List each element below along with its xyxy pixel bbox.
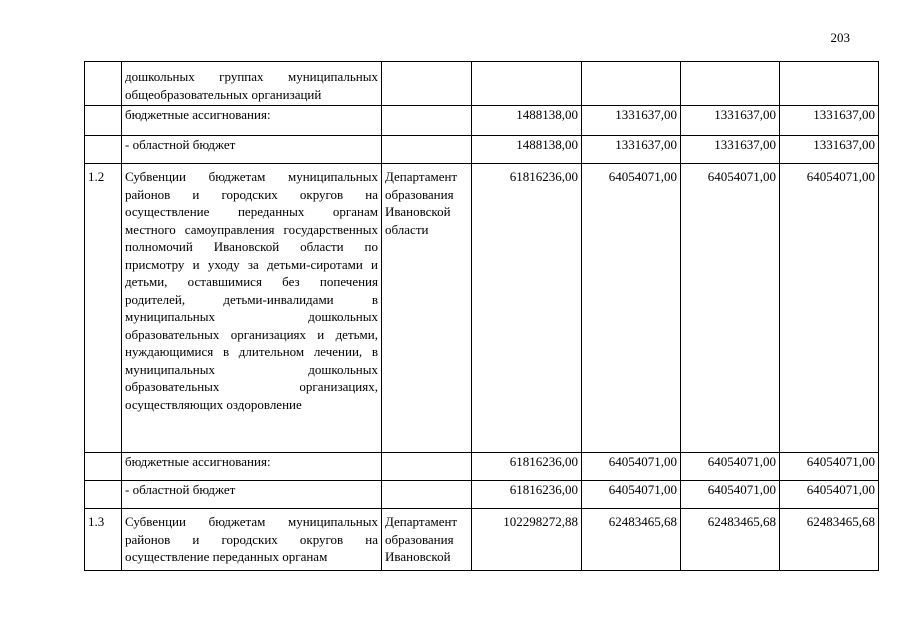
row-value-2: 1331637,00 bbox=[582, 106, 681, 136]
table-row bbox=[85, 136, 879, 164]
row-value-1: 61816236,00 bbox=[472, 481, 582, 509]
table-row bbox=[85, 106, 879, 136]
row-value-3: 64054071,00 bbox=[681, 453, 780, 481]
row-value-2: 1331637,00 bbox=[582, 136, 681, 164]
row-description: бюджетные ассигнования: bbox=[122, 453, 382, 481]
row-department bbox=[382, 481, 472, 509]
row-number bbox=[85, 62, 122, 106]
row-value-3: 62483465,68 bbox=[681, 509, 780, 571]
row-value-3: 1331637,00 bbox=[681, 106, 780, 136]
table-row bbox=[85, 453, 879, 481]
row-number bbox=[85, 136, 122, 164]
row-department: Департамент образования Ивановской bbox=[382, 509, 472, 571]
row-value-1 bbox=[472, 62, 582, 106]
row-value-4: 62483465,68 bbox=[780, 509, 879, 571]
row-description: - областной бюджет bbox=[122, 136, 382, 164]
row-description: Субвенции бюджетам муниципальных районов и городских округов на осуществление переданных органам bbox=[122, 509, 382, 571]
row-number bbox=[85, 481, 122, 509]
row-value-1: 1488138,00 bbox=[472, 136, 582, 164]
row-number: 1.3 bbox=[85, 509, 122, 571]
row-value-4: 64054071,00 bbox=[780, 164, 879, 453]
row-department bbox=[382, 453, 472, 481]
row-value-3: 64054071,00 bbox=[681, 481, 780, 509]
table-row bbox=[85, 62, 879, 106]
row-department bbox=[382, 106, 472, 136]
row-value-1: 1488138,00 bbox=[472, 106, 582, 136]
row-department: Департамент образования Ивановской области bbox=[382, 164, 472, 453]
row-value-4 bbox=[780, 62, 879, 106]
table-row bbox=[85, 509, 879, 571]
row-value-2: 64054071,00 bbox=[582, 453, 681, 481]
row-value-2: 62483465,68 bbox=[582, 509, 681, 571]
row-value-3: 64054071,00 bbox=[681, 164, 780, 453]
row-description: Субвенции бюджетам муниципальных районов и городских округов на осуществление переданных органам местного самоуправления государственных полномочий Ивановской области по присмотру и уходу за детьми-сиротами и детьми, оставшимися без попечения родителей, детьми-инвалидами в муниципальных дошкольных образовательных организациях и детьми, нуждающимися в длительном лечении, в муниципальных дошкольных образовательных организациях, осуществляющих оздоровление bbox=[122, 164, 382, 453]
row-value-3 bbox=[681, 62, 780, 106]
row-value-2: 64054071,00 bbox=[582, 481, 681, 509]
row-department bbox=[382, 62, 472, 106]
row-value-4: 1331637,00 bbox=[780, 106, 879, 136]
table-row bbox=[85, 481, 879, 509]
row-value-3: 1331637,00 bbox=[681, 136, 780, 164]
row-description: дошкольных группах муниципальных общеобразовательных организаций bbox=[122, 62, 382, 106]
row-value-2 bbox=[582, 62, 681, 106]
row-number bbox=[85, 453, 122, 481]
row-value-1: 102298272,88 bbox=[472, 509, 582, 571]
row-value-4: 1331637,00 bbox=[780, 136, 879, 164]
row-number bbox=[85, 106, 122, 136]
row-value-1: 61816236,00 bbox=[472, 453, 582, 481]
row-value-4: 64054071,00 bbox=[780, 481, 879, 509]
row-description: - областной бюджет bbox=[122, 481, 382, 509]
row-number: 1.2 bbox=[85, 164, 122, 453]
table-row bbox=[85, 164, 879, 453]
budget-table bbox=[84, 61, 879, 571]
row-description: бюджетные ассигнования: bbox=[122, 106, 382, 136]
row-department bbox=[382, 136, 472, 164]
row-value-1: 61816236,00 bbox=[472, 164, 582, 453]
row-value-4: 64054071,00 bbox=[780, 453, 879, 481]
row-value-2: 64054071,00 bbox=[582, 164, 681, 453]
page-number: 203 bbox=[830, 30, 850, 45]
